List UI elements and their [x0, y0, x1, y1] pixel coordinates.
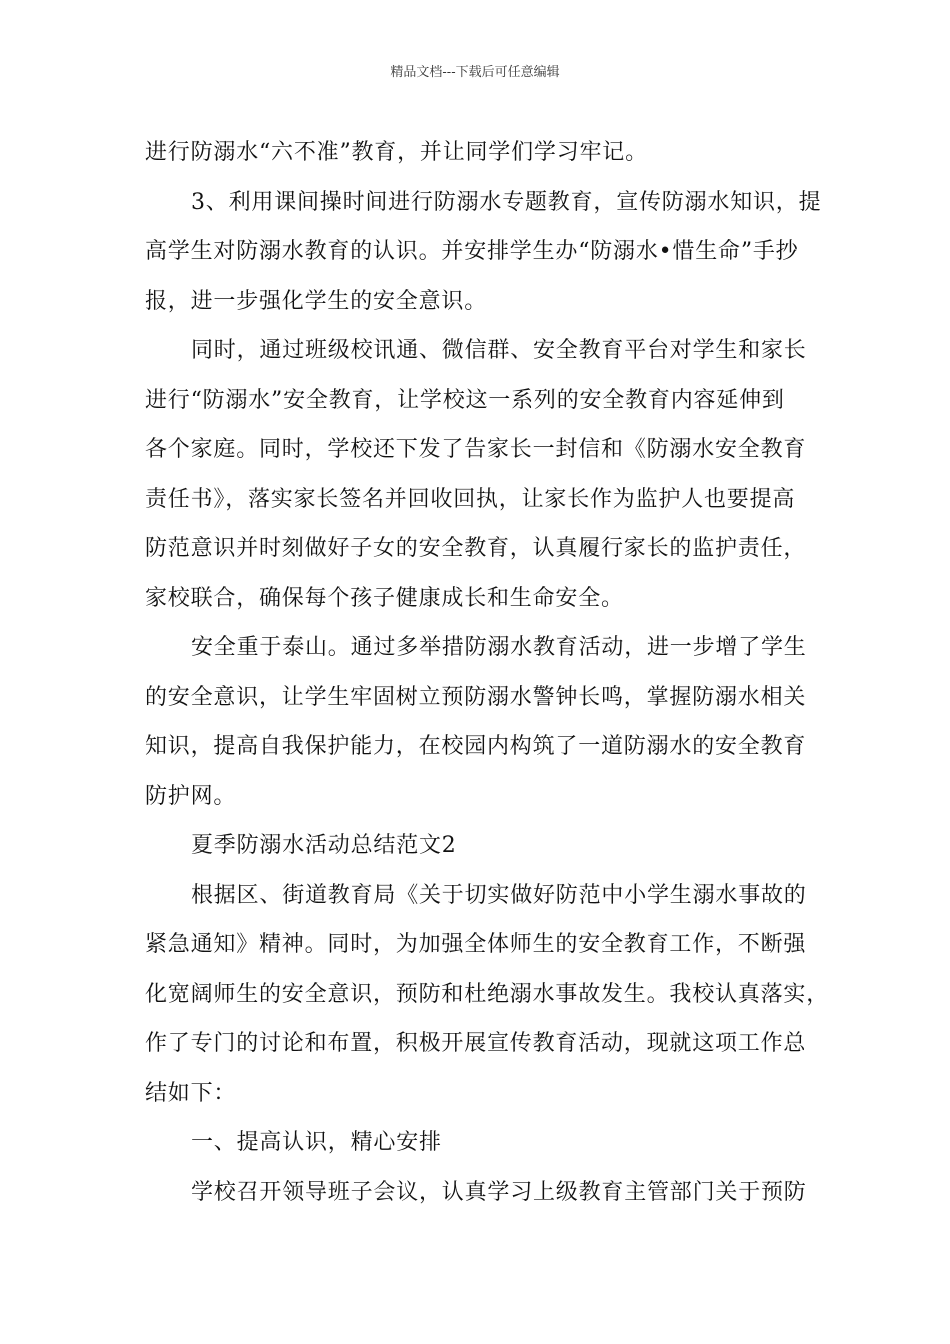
text-line: 根据区、街道教育局《关于切实做好防范中小学生溺水事故的	[191, 882, 807, 908]
text-line: 学校召开领导班子会议，认真学习上级教育主管部门关于预防	[191, 1179, 807, 1205]
text-line: 家校联合，确保每个孩子健康成长和生命安全。	[145, 585, 624, 611]
text-line: 同时，通过班级校讯通、微信群、安全教育平台对学生和家长	[191, 338, 807, 363]
text-line: 安全重于泰山。通过多举措防溺水教育活动，进一步增了学生	[191, 635, 807, 660]
text-line: 化宽阔师生的安全意识，预防和杜绝溺水事故发生。我校认真落实，	[145, 981, 830, 1007]
document-body	[145, 128, 830, 1217]
text-line: 防护网。	[145, 783, 237, 809]
text-line: 报，进一步强化学生的安全意识。	[145, 288, 488, 314]
text-line: 作了专门的讨论和布置，积极开展宣传教育活动，现就这项工作总	[145, 1031, 807, 1056]
text-line: 3、利用课间操时间进行防溺水专题教育，宣传防溺水知识，提	[191, 189, 822, 215]
text-line: 紧急通知》精神。同时，为加强全体师生的安全教育工作，不断强	[145, 932, 807, 957]
text-line: 的安全意识，让学生牢固树立预防溺水警钟长鸣，掌握防溺水相关	[145, 684, 807, 710]
text-line: 责任书》，落实家长签名并回收回执，让家长作为监护人也要提高	[145, 486, 796, 512]
text-line: 进行防溺水“六不准”教育，并让同学们学习牢记。	[145, 140, 648, 165]
text-line: 知识，提高自我保护能力，在校园内构筑了一道防溺水的安全教育	[145, 734, 807, 759]
page-header: 精品文档---下载后可任意编辑	[390, 65, 560, 80]
section-heading: 夏季防溺水活动总结范文2	[191, 833, 457, 858]
text-line: 进行“防溺水”安全教育，让学校这一系列的安全教育内容延伸到	[145, 387, 785, 413]
text-line: 各个家庭。同时，学校还下发了告家长一封信和《防溺水安全教育	[145, 437, 807, 462]
text-line: 防范意识并时刻做好子女的安全教育，认真履行家长的监护责任，	[145, 536, 807, 561]
subsection-heading: 一、提高认识，精心安排	[191, 1130, 442, 1155]
text-line: 高学生对防溺水教育的认识。并安排学生办“防溺水•惜生命”手抄	[145, 239, 799, 264]
text-line: 结如下：	[145, 1080, 237, 1106]
